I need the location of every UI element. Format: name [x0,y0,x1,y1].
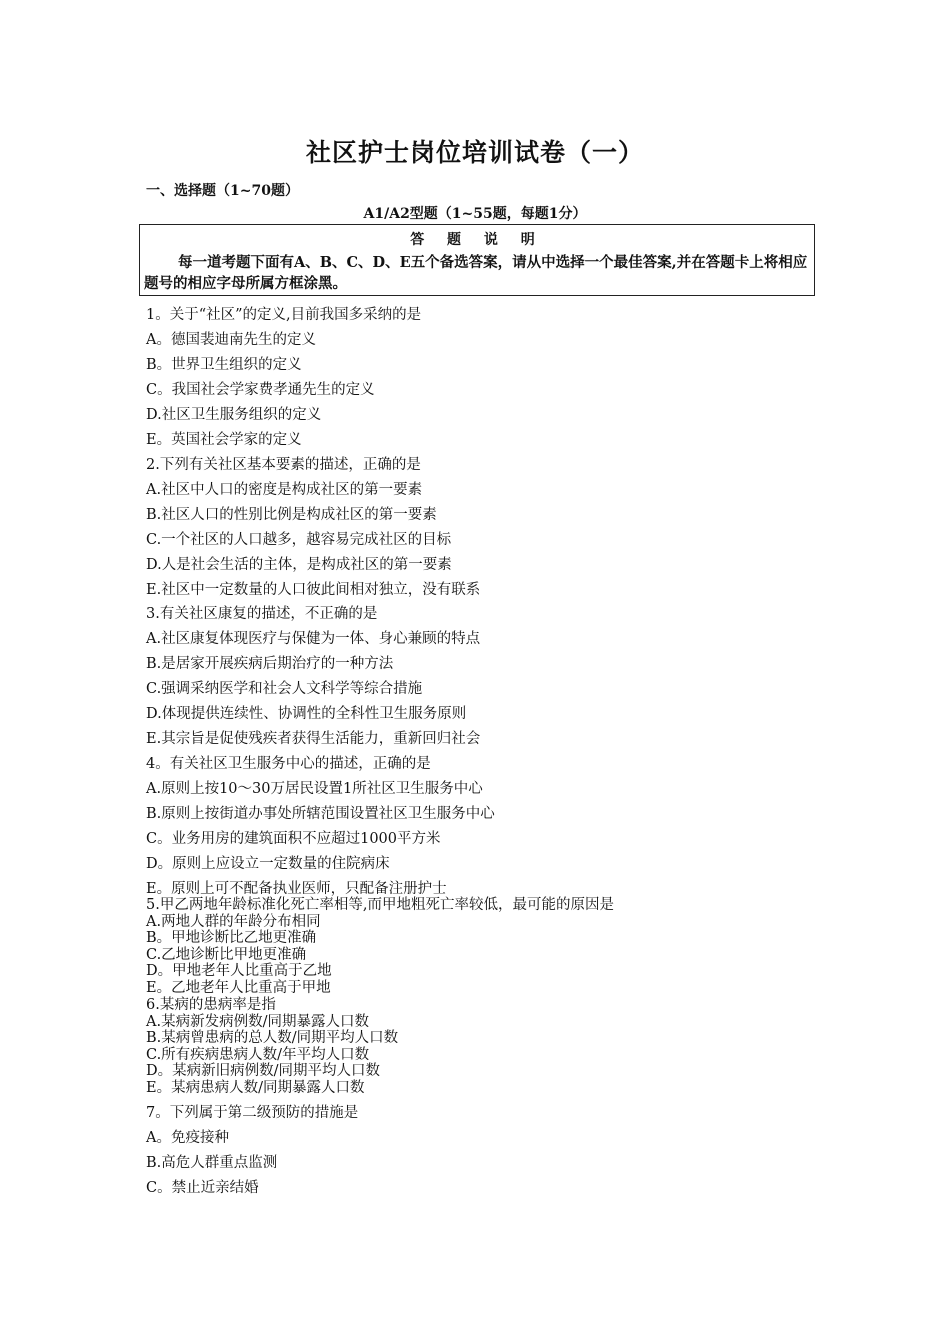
answer-option: D.体现提供连续性、协调性的全科性卫生服务原则 [146,706,467,722]
answer-option: C。我国社会学家费孝通先生的定义 [146,382,375,398]
answer-option: B。甲地诊断比乙地更准确 [146,930,317,946]
answer-option: D.人是社会生活的主体，是构成社区的第一要素 [146,557,452,573]
answer-option: A.原则上按10～30万居民设置1所社区卫生服务中心 [146,781,483,797]
question-stem: 1。关于“社区”的定义,目前我国多采纳的是 [146,307,422,323]
answer-option: E。乙地老年人比重高于甲地 [146,980,331,996]
answer-option: C。禁止近亲结婚 [146,1180,259,1196]
question-stem: 2.下列有关社区基本要素的描述，正确的是 [146,457,421,473]
answer-option: A.两地人群的年龄分布相同 [146,914,321,930]
answer-option: B.原则上按街道办事处所辖范围设置社区卫生服务中心 [146,806,495,822]
answer-option: A.某病新发病例数/同期暴露人口数 [146,1014,369,1030]
subsection-heading: A1/A2型题（1~55题，每题1分） [363,206,587,222]
answer-option: A.社区康复体现医疗与保健为一体、身心兼顾的特点 [146,631,481,647]
question-stem: 5.甲乙两地年龄标准化死亡率相等,而甲地粗死亡率较低，最可能的原因是 [146,897,614,913]
answer-option: E。原则上可不配备执业医师，只配备注册护士 [146,881,447,897]
page-title: 社区护士岗位培训试卷（一） [305,138,644,167]
question-stem: 6.某病的患病率是指 [146,997,276,1013]
answer-option: C。业务用房的建筑面积不应超过1000平方米 [146,831,441,847]
answer-option: B。世界卫生组织的定义 [146,357,302,373]
answer-option: D.社区卫生服务组织的定义 [146,407,322,423]
question-stem: 3.有关社区康复的描述，不正确的是 [146,606,378,622]
answer-option: A。免疫接种 [146,1130,229,1146]
answer-option: B.某病曾患病的总人数/同期平均人口数 [146,1030,399,1046]
question-stem: 4。有关社区卫生服务中心的描述，正确的是 [146,756,431,772]
answer-option: C.一个社区的人口越多，越容易完成社区的目标 [146,532,452,548]
section-heading: 一、选择题（1~70题） [146,183,299,199]
answer-option: A.社区中人口的密度是构成社区的第一要素 [146,482,423,498]
answer-option: B.高危人群重点监测 [146,1155,278,1171]
answer-option: D。原则上应设立一定数量的住院病床 [146,856,390,872]
question-stem: 7。下列属于第二级预防的措施是 [146,1105,359,1121]
answer-option: D。某病新旧病例数/同期平均人口数 [146,1063,381,1079]
answer-option: B.是居家开展疾病后期治疗的一种方法 [146,656,394,672]
answer-option: E.社区中一定数量的人口彼此间相对独立，没有联系 [146,582,481,598]
answer-option: C.乙地诊断比甲地更准确 [146,947,307,963]
instructions-title: 答 题 说 明 [410,232,544,248]
answer-option: C.所有疾病患病人数/年平均人口数 [146,1047,370,1063]
answer-option: E。英国社会学家的定义 [146,432,302,448]
answer-option: E.其宗旨是促使残疾者获得生活能力，重新回归社会 [146,731,481,747]
instructions-box [139,224,815,296]
answer-option: B.社区人口的性别比例是构成社区的第一要素 [146,507,437,523]
instructions-body: 每一道考题下面有A、B、C、D、E五个备选答案，请从中选择一个最佳答案,并在答题卡上将相应题号的相应字母所属方框涂黑。 [144,254,808,292]
answer-option: A。德国裴迪南先生的定义 [146,332,316,348]
answer-option: D。甲地老年人比重高于乙地 [146,963,332,979]
answer-option: E。某病患病人数/同期暴露人口数 [146,1080,365,1096]
answer-option: C.强调采纳医学和社会人文科学等综合措施 [146,681,423,697]
